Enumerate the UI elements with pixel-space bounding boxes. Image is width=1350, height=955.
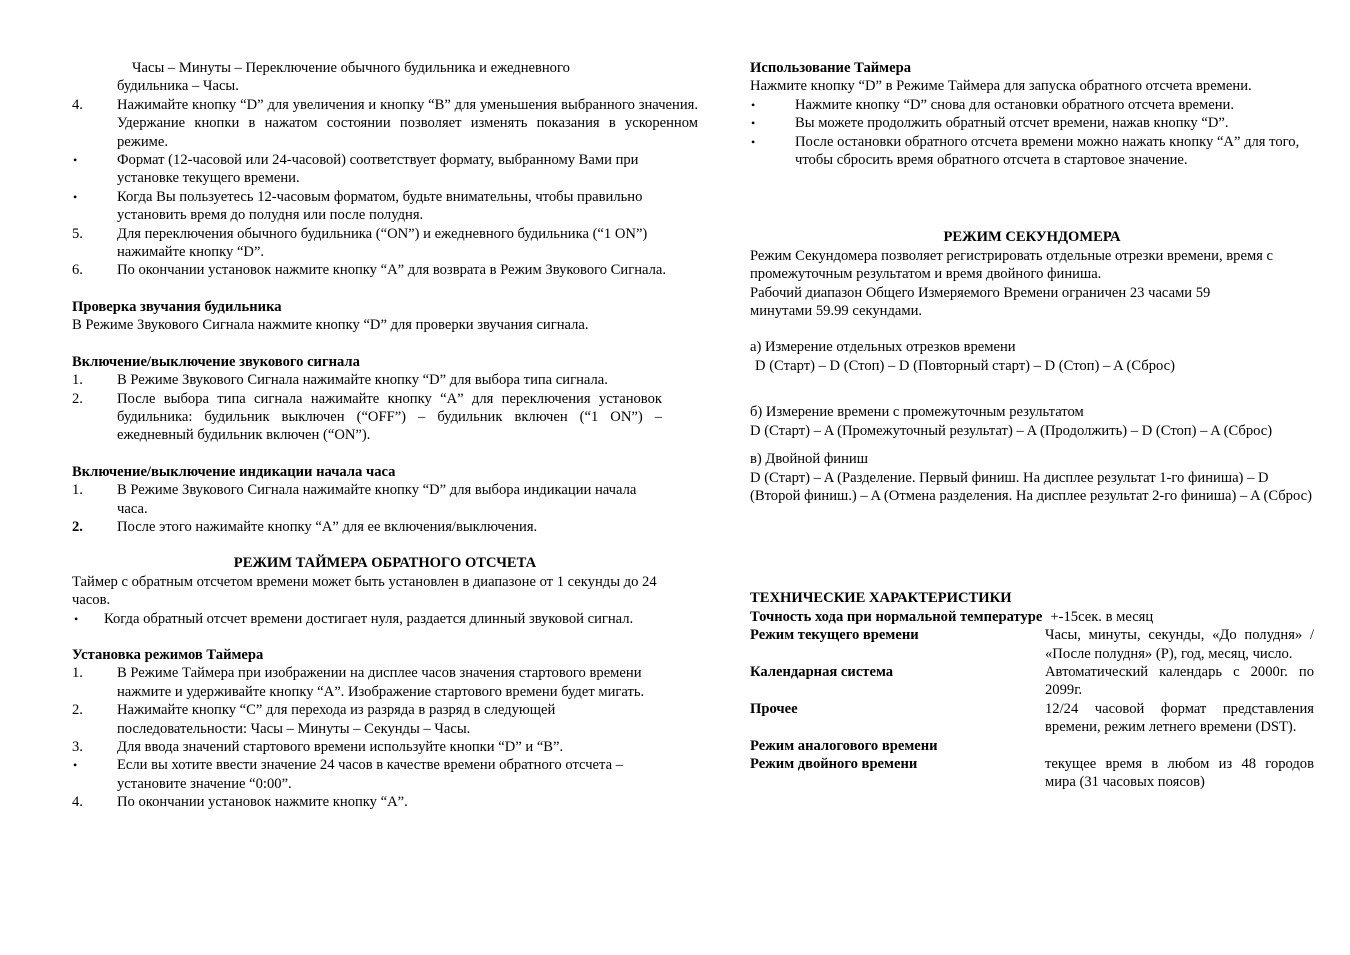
right-column	[750, 59, 1314, 792]
list-item	[72, 481, 698, 518]
list-item	[72, 371, 698, 389]
section-title: ТЕХНИЧЕСКИЕ ХАРАКТЕРИСТИКИ	[750, 590, 1012, 607]
spec-label: Точность хода при нормальной температуре	[750, 608, 1043, 625]
paragraph: Нажмите кнопку “D” в Режиме Таймера для запуска обратного отсчета времени.	[750, 78, 1252, 95]
list-item	[72, 96, 698, 151]
list-item	[72, 610, 698, 628]
list-item	[750, 114, 1314, 132]
bullet-marker: •	[73, 153, 78, 168]
measure-sequence: D (Старт) – D (Стоп) – D (Повторный старт) – D (Стоп) – A (Сброс)	[755, 357, 1176, 374]
spec-label: Режим аналогового времени	[750, 737, 938, 754]
left-column	[72, 59, 698, 812]
list-marker: 4.	[72, 96, 83, 113]
spec-row	[750, 755, 1314, 792]
list-item	[72, 756, 698, 793]
paragraph: Режим Секундомера позволяет регистрировать отдельные отрезки времени, время с промежуточным результатом и время двойного финиша.	[750, 247, 1274, 283]
spec-value: 12/24 часовой формат представления времени, режим летнего времени (DST).	[1045, 700, 1314, 736]
list-item	[72, 664, 698, 701]
measure-sequence: D (Старт) – A (Промежуточный результат) – A (Продолжить) – D (Стоп) – A (Сброс)	[750, 422, 1273, 439]
spec-value	[1045, 737, 1314, 755]
measure-label: в) Двойной финиш	[750, 451, 868, 468]
list-item	[72, 261, 698, 279]
list-item	[750, 133, 1314, 170]
section-heading: Использование Таймера	[750, 60, 911, 76]
list-marker: 2.	[72, 390, 83, 407]
paragraph: Рабочий диапазон Общего Измеряемого Времени ограничен 23 часами 59 минутами 59.99 секундами.	[750, 284, 1211, 320]
bullet-marker: •	[73, 189, 78, 204]
section-heading: Включение/выключение индикации начала часа	[72, 463, 396, 480]
spec-label: Режим текущего времени	[750, 627, 919, 644]
section-heading: Проверка звучания будильника	[72, 298, 282, 315]
spec-row	[750, 700, 1314, 737]
section-heading: Включение/выключение звукового сигнала	[72, 353, 360, 370]
spec-value: текущее время в любом из 48 городов мира (31 часовых поясов)	[1045, 755, 1314, 791]
measure-label: а) Измерение отдельных отрезков времени	[750, 339, 1016, 356]
intro-line: Часы – Минуты – Переключение обычного будильника и ежедневного	[132, 60, 570, 76]
list-text: После выбора типа сигнала нажимайте кнопку “A” для переключения установок будильника: будильник выключен (“OFF”) – будильник включен (“1 ON”) – ежедневный будильник включен (“ON”).	[117, 390, 662, 444]
list-item	[72, 188, 698, 225]
bullet-marker: •	[751, 134, 756, 149]
list-text: По окончании установок нажмите кнопку “A” для возврата в Режим Звукового Сигнала.	[117, 262, 667, 279]
list-item	[750, 96, 1314, 114]
list-item	[72, 518, 698, 536]
spec-row	[750, 663, 1314, 700]
list-item	[72, 793, 698, 811]
list-text: Когда обратный отсчет времени достигает нуля, раздается длинный звуковой сигнал.	[104, 610, 634, 627]
list-text: По окончании установок нажмите кнопку “A”.	[117, 794, 408, 811]
list-item	[72, 701, 698, 738]
spec-row	[750, 626, 1314, 663]
intro-line: будильника – Часы.	[117, 78, 239, 95]
paragraph: Таймер с обратным отсчетом времени может быть установлен в диапазоне от 1 секунды до 24 часов.	[72, 573, 657, 609]
bullet-marker: •	[751, 97, 756, 112]
list-text: Вы можете продолжить обратный отсчет времени, нажав кнопку “D”.	[795, 115, 1229, 132]
list-text: После остановки обратного отсчета времени можно нажать кнопку “A” для того, чтобы сбросить время обратного отсчета в стартовое значение.	[795, 133, 1300, 169]
list-text: Нажимайте кнопку “D” для увеличения и кнопку “B” для уменьшения выбранного значения. Удержание кнопки в нажатом состоянии позволяет изменять показания в ускоренном режиме.	[117, 96, 698, 150]
list-text: Нажмите кнопку “D” снова для остановки обратного отсчета времени.	[795, 96, 1234, 113]
spec-label: Календарная система	[750, 663, 894, 680]
list-marker: 1.	[72, 372, 83, 389]
list-marker: 2.	[72, 702, 83, 719]
spec-label: Прочее	[750, 700, 798, 717]
bullet-marker: •	[73, 758, 78, 773]
paragraph: В Режиме Звукового Сигнала нажмите кнопку “D” для проверки звучания сигнала.	[72, 317, 589, 334]
list-text: Формат (12-часовой или 24-часовой) соответствует формату, выбранному Вами при установке текущего времени.	[117, 152, 639, 187]
spec-accuracy	[750, 608, 1314, 626]
section-title: РЕЖИМ СЕКУНДОМЕРА	[943, 229, 1121, 246]
list-marker: 4.	[72, 794, 83, 811]
intro-block	[72, 59, 698, 96]
bullet-symbol: •	[74, 611, 79, 626]
section-heading: Установка режимов Таймера	[72, 646, 264, 663]
list-text: Для ввода значений стартового времени используйте кнопки “D” и “B”.	[117, 739, 564, 755]
section-title: РЕЖИМ ТАЙМЕРА ОБРАТНОГО ОТСЧЕТА	[233, 555, 537, 572]
list-item	[72, 390, 698, 445]
spec-row	[750, 737, 1314, 755]
list-text: Для переключения обычного будильника (“ON”) и ежедневного будильника (“1 ON”) нажимайте кнопку “D”.	[117, 225, 648, 261]
list-item	[72, 738, 698, 756]
list-marker: 6.	[72, 262, 83, 279]
measure-sequence: D (Старт) – A (Разделение. Первый финиш. На дисплее результат 1-го финиша) – D (Второй финиш.) – A (Отмена разделения. На дисплее результат 2-го финиша) – A (Сброс)	[750, 469, 1312, 504]
spec-value: +-15сек. в месяц	[1050, 608, 1154, 625]
list-marker: 5.	[72, 225, 83, 242]
spec-value: Часы, минуты, секунды, «До полудня» / «После полудня» (P), год, месяц, число.	[1045, 627, 1314, 662]
list-marker: 1.	[72, 665, 83, 682]
list-text: В Режиме Таймера при изображении на дисплее часов значения стартового времени нажмите и удерживайте кнопку “A”. Изображение стартового времени будет мигать.	[117, 665, 645, 700]
list-marker: 1.	[72, 482, 83, 499]
list-item	[72, 225, 698, 262]
list-text: Когда Вы пользуетесь 12-часовым форматом, будьте внимательны, чтобы правильно установить время до полудня или после полудня.	[117, 188, 643, 224]
list-text: Если вы хотите ввести значение 24 часов в качестве времени обратного отсчета – установите значение “0:00”.	[117, 757, 623, 792]
list-marker: 3.	[72, 739, 83, 755]
list-text: Нажимайте кнопку “C” для перехода из разряда в разряд в следующей последовательности: Часы – Минуты – Секунды – Часы.	[117, 702, 556, 737]
list-text: После этого нажимайте кнопку “A” для ее включения/выключения.	[117, 518, 538, 535]
list-text: В Режиме Звукового Сигнала нажимайте кнопку “D” для выбора типа сигнала.	[117, 372, 608, 389]
bullet-marker: •	[751, 116, 756, 131]
measure-label: б) Измерение времени с промежуточным результатом	[750, 404, 1084, 421]
list-item	[72, 151, 698, 188]
spec-label: Режим двойного времени	[750, 755, 918, 772]
list-text: В Режиме Звукового Сигнала нажимайте кнопку “D” для выбора индикации начала часа.	[117, 482, 637, 517]
list-marker: 2.	[72, 518, 83, 535]
spec-value: Автоматический календарь с 2000г. по 2099г.	[1045, 663, 1314, 699]
